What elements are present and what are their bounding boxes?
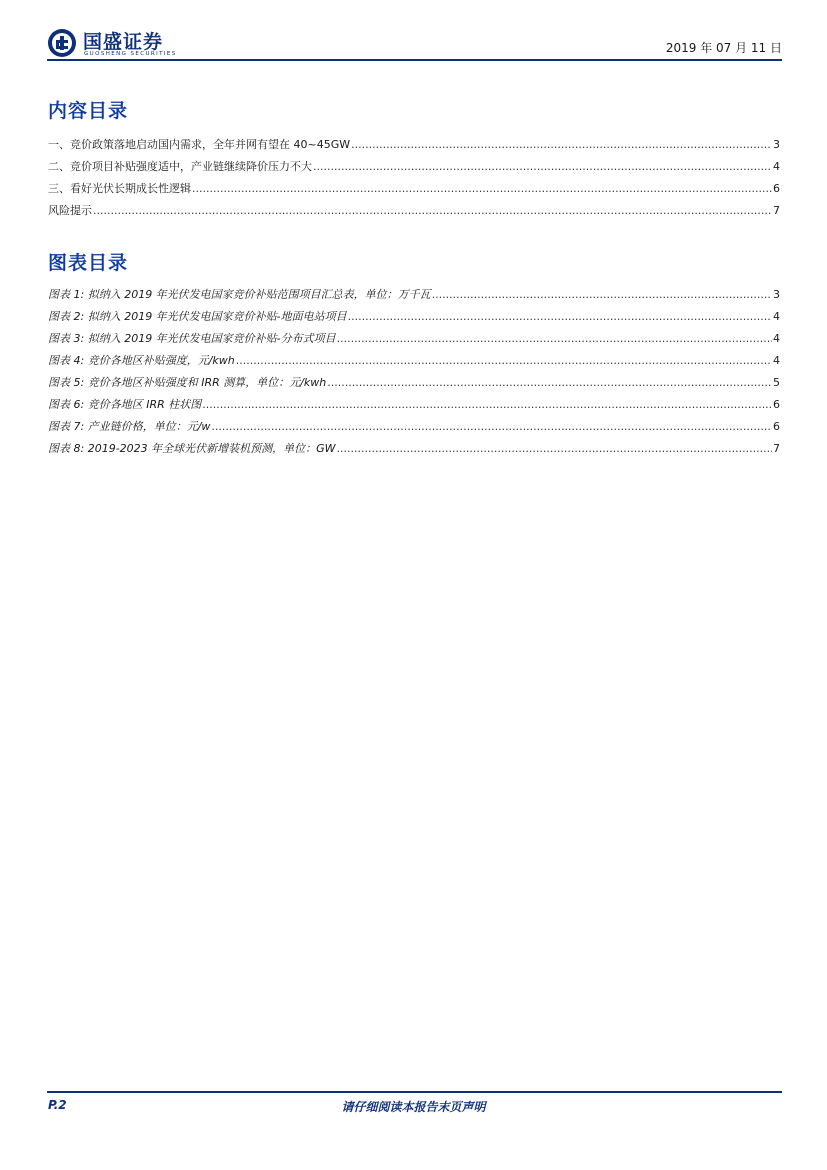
figure-entry-page: 5 <box>773 376 780 389</box>
dot-leader <box>337 442 772 455</box>
toc-entry-page: 4 <box>773 160 780 173</box>
content-toc-list <box>48 136 780 224</box>
page-header <box>47 22 782 62</box>
figure-entry-label: 图表 7: 产业链价格，单位：元/w <box>48 420 211 433</box>
figure-entry-page: 4 <box>773 310 780 323</box>
figure-entry-label: 图表 8: 2019-2023 年全球光伏新增装机预测，单位：GW <box>48 442 336 455</box>
brand-logo <box>47 24 247 58</box>
figure-entry-label: 图表 3: 拟纳入 2019 年光伏发电国家竞价补贴-分布式项目 <box>48 332 336 345</box>
header-divider <box>47 59 782 61</box>
figures-toc-list <box>48 286 780 462</box>
dot-leader <box>337 332 772 345</box>
toc-entry-label: 二、竞价项目补贴强度适中，产业链继续降价压力不大 <box>48 160 312 173</box>
toc-entry-label: 一、竞价政策落地启动国内需求，全年并网有望在 40~45GW <box>48 138 351 151</box>
figure-entry[interactable] <box>48 330 780 352</box>
dot-leader <box>93 204 772 217</box>
figure-entry-page: 6 <box>773 398 780 411</box>
report-date: 2019 年 07 月 11 日 <box>665 41 782 55</box>
dot-leader <box>432 288 772 301</box>
dot-leader <box>202 398 772 411</box>
figure-entry-page: 4 <box>773 354 780 367</box>
logo-chinese-name: 国盛证券 <box>83 31 164 53</box>
logo-english-name: GUOSHENG SECURITIES <box>84 51 177 57</box>
figure-entry-label: 图表 1: 拟纳入 2019 年光伏发电国家竞价补贴范围项目汇总表，单位：万千瓦 <box>48 288 431 301</box>
toc-entry[interactable] <box>48 158 780 180</box>
dot-leader <box>192 182 772 195</box>
toc-entry[interactable] <box>48 202 780 224</box>
figure-entry-label: 图表 2: 拟纳入 2019 年光伏发电国家竞价补贴-地面电站项目 <box>48 310 347 323</box>
page-number: P.2 <box>48 1098 67 1112</box>
figure-entry[interactable] <box>48 352 780 374</box>
toc-entry-page: 7 <box>773 204 780 217</box>
dot-leader <box>348 310 772 323</box>
figures-heading: 图表目录 <box>48 252 129 274</box>
figure-entry[interactable] <box>48 396 780 418</box>
figure-entry-label: 图表 4: 竞价各地区补贴强度，元/kwh <box>48 354 235 367</box>
figure-entry-label: 图表 6: 竞价各地区 IRR 柱状图 <box>48 398 202 411</box>
toc-entry[interactable] <box>48 180 780 202</box>
footer-disclaimer-note: 请仔细阅读本报告末页声明 <box>341 1100 486 1114</box>
dot-leader <box>327 376 772 389</box>
toc-entry-label: 三、看好光伏长期成长性逻辑 <box>48 182 191 195</box>
figure-entry-page: 7 <box>773 442 780 455</box>
toc-entry-page: 6 <box>773 182 780 195</box>
figure-entry-page: 3 <box>773 288 780 301</box>
dot-leader <box>351 138 772 151</box>
figure-entry[interactable] <box>48 286 780 308</box>
guosheng-logo-icon <box>47 28 77 58</box>
toc-entry-page: 3 <box>773 138 780 151</box>
figure-entry[interactable] <box>48 418 780 440</box>
figure-entry-page: 6 <box>773 420 780 433</box>
footer-divider <box>47 1091 782 1093</box>
figure-entry[interactable] <box>48 308 780 330</box>
dot-leader <box>211 420 772 433</box>
figure-entry[interactable] <box>48 374 780 396</box>
dot-leader <box>236 354 772 367</box>
figure-entry-page: 4 <box>773 332 780 345</box>
toc-entry[interactable] <box>48 136 780 158</box>
figure-entry[interactable] <box>48 440 780 462</box>
figure-entry-label: 图表 5: 竞价各地区补贴强度和 IRR 测算，单位：元/kwh <box>48 376 327 389</box>
toc-heading: 内容目录 <box>48 100 129 122</box>
toc-entry-label: 风险提示 <box>48 204 92 217</box>
dot-leader <box>313 160 772 173</box>
